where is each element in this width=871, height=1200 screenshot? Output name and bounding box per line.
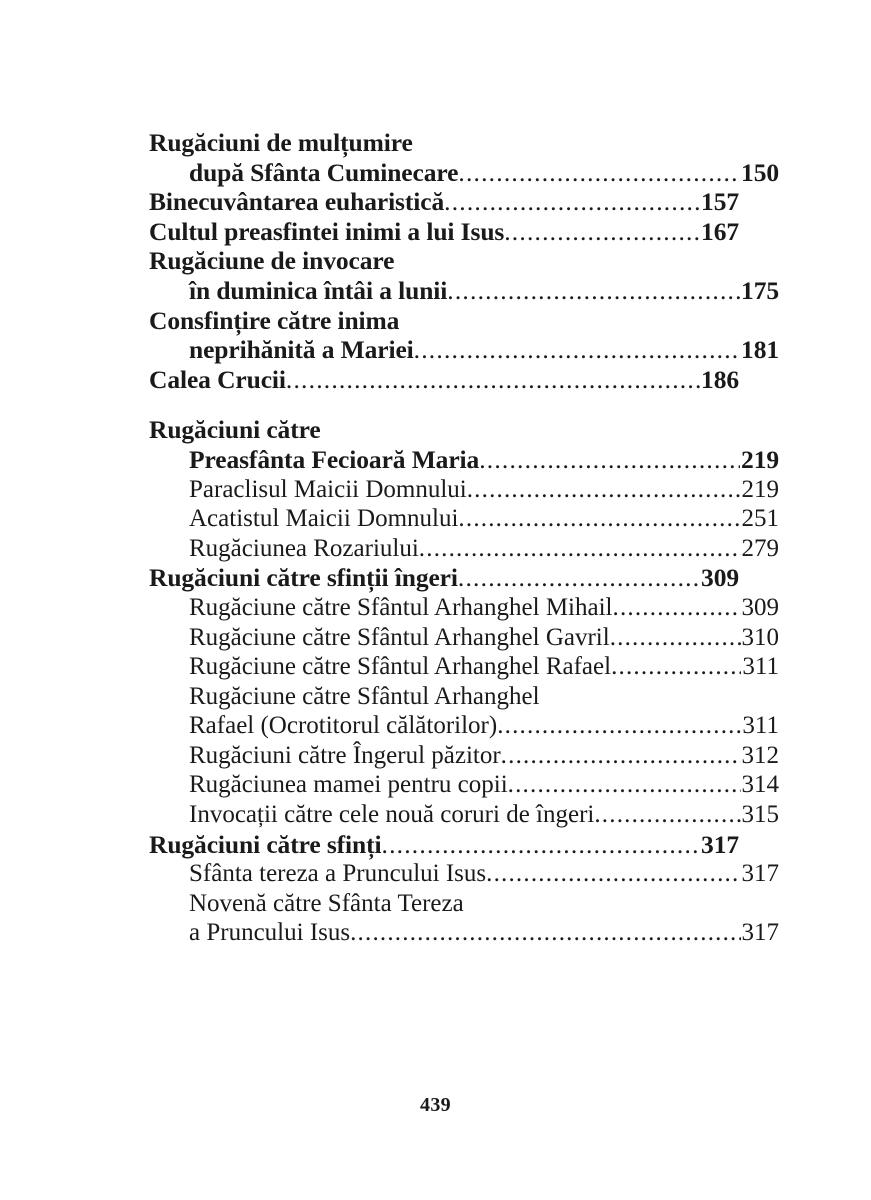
toc-page-number: 157	[701, 187, 739, 217]
toc-entry[interactable]	[149, 365, 739, 395]
toc-entry-title: Rugăciune către Sfântul Arhanghel Gavril	[189, 623, 610, 651]
toc-entry-title: Acatistul Maicii Domnului	[189, 505, 459, 533]
toc-entry-title: Rugăciuni către sfinți	[149, 829, 382, 859]
toc-page-number: 312	[741, 741, 779, 769]
toc-entry[interactable]	[149, 563, 739, 593]
toc-page-number: 314	[741, 771, 779, 799]
toc-entry-title: neprihănită a Mariei	[189, 335, 414, 365]
toc-entry[interactable]	[149, 918, 779, 948]
toc-entry[interactable]	[149, 623, 779, 653]
toc-entry-title: Binecuvântarea euharistică	[149, 187, 445, 217]
toc-page-number: 311	[742, 712, 779, 740]
toc-dot-leader	[486, 859, 740, 889]
toc-entry-title: Rugăciuni către sfinții îngeri	[149, 563, 458, 593]
toc-entry[interactable]	[149, 158, 779, 188]
toc-entry-line[interactable]: Rugăciuni de mulțumire	[149, 128, 413, 157]
toc-page-number: 181	[741, 335, 779, 365]
toc-dot-leader	[611, 652, 741, 682]
toc-page-number: 251	[741, 505, 779, 533]
toc-entry-title: a Pruncului Isus	[189, 919, 351, 947]
toc-entry-line[interactable]: Novenă către Sfânta Tereza	[189, 889, 464, 917]
toc-page-number: 279	[741, 534, 779, 562]
toc-page-number: 167	[701, 216, 739, 246]
toc-page-number: 311	[742, 653, 779, 681]
toc-dot-leader	[350, 918, 740, 948]
toc-entry-line[interactable]: Rugăciuni către	[149, 415, 321, 445]
toc-page-number: 175	[741, 275, 779, 305]
toc-entry[interactable]	[149, 800, 779, 830]
toc-page-number: 150	[741, 157, 779, 187]
toc-entry[interactable]	[149, 711, 779, 741]
toc-page-number: 186	[701, 364, 739, 394]
toc-entry-line[interactable]: Rugăciune către Sfântul Arhanghel	[189, 682, 540, 710]
toc-dot-leader	[610, 623, 741, 653]
toc-entry[interactable]	[149, 859, 779, 889]
toc-dot-leader	[479, 445, 740, 475]
toc-entry-title: Rafael (Ocrotitorul călătorilor)	[189, 712, 498, 740]
toc-dot-leader	[613, 593, 741, 623]
toc-dot-leader	[458, 563, 700, 593]
toc-dot-leader	[419, 534, 741, 564]
toc-dot-leader	[508, 770, 741, 800]
toc-page-number: 310	[741, 623, 779, 651]
toc-entry-title: Invocații către cele nouă coruri de îngeri	[189, 801, 595, 829]
table-of-contents-list	[149, 128, 779, 948]
toc-dot-leader	[501, 741, 741, 771]
toc-entry-title: Rugăciunea mamei pentru copii	[189, 771, 508, 799]
toc-entry[interactable]	[149, 187, 739, 217]
toc-entry-title: Calea Crucii	[149, 364, 286, 394]
toc-page-number: 315	[741, 801, 779, 829]
toc-entry[interactable]	[149, 276, 779, 306]
toc-entry[interactable]	[149, 741, 779, 771]
toc-entry-title: Sfânta tereza a Pruncului Isus	[189, 860, 487, 888]
toc-page-number: 219	[741, 444, 779, 474]
toc-entry[interactable]	[149, 335, 779, 365]
toc-entry[interactable]	[149, 445, 779, 475]
toc-entry-title: Cultul preasfintei inimi a lui Isus	[149, 216, 505, 246]
toc-page-number: 317	[741, 860, 779, 888]
toc-entry[interactable]	[149, 475, 779, 505]
toc-entry[interactable]	[149, 504, 779, 534]
toc-entry[interactable]	[149, 830, 739, 860]
toc-entry[interactable]	[149, 770, 779, 800]
toc-entry-line[interactable]: Consfințire către inima	[149, 305, 400, 335]
toc-entry[interactable]	[149, 217, 739, 247]
toc-entry-title: Paraclisul Maicii Domnului	[189, 475, 467, 503]
toc-entry-line[interactable]: Rugăciune de invocare	[149, 246, 395, 276]
toc-dot-leader	[286, 365, 700, 395]
toc-entry-title: după Sfânta Cuminecare	[189, 157, 459, 187]
toc-entry[interactable]	[149, 534, 779, 564]
toc-entry-title: Rugăciune către Sfântul Arhanghel Mihail	[189, 593, 613, 621]
toc-dot-leader	[594, 800, 740, 830]
toc-entry-title: Rugăciune către Sfântul Arhanghel Rafael	[189, 653, 612, 681]
toc-dot-leader	[382, 830, 701, 860]
toc-page-number: 317	[701, 829, 739, 859]
toc-entry[interactable]	[149, 593, 779, 623]
toc-dot-leader	[414, 335, 740, 365]
toc-page-number: 309	[741, 593, 779, 621]
toc-page-number: 317	[741, 919, 779, 947]
toc-dot-leader	[467, 475, 741, 505]
toc-page-number: 219	[741, 475, 779, 503]
toc-dot-leader	[458, 504, 740, 534]
toc-dot-leader	[497, 711, 741, 741]
toc-dot-leader	[447, 276, 740, 306]
toc-entry-title: în duminica întâi a lunii	[189, 275, 448, 305]
toc-dot-leader	[504, 217, 700, 247]
toc-dot-leader	[444, 187, 700, 217]
toc-entry[interactable]	[149, 652, 779, 682]
toc-entry-title: Rugăciuni către Îngerul păzitor	[189, 741, 501, 769]
toc-entry-title: Preasfânta Fecioară Maria	[189, 444, 480, 474]
toc-entry-title: Rugăciunea Rozariului	[189, 534, 419, 562]
toc-page-number: 309	[701, 563, 739, 593]
page-number-folio: 439	[420, 1094, 451, 1116]
toc-dot-leader	[458, 158, 740, 188]
